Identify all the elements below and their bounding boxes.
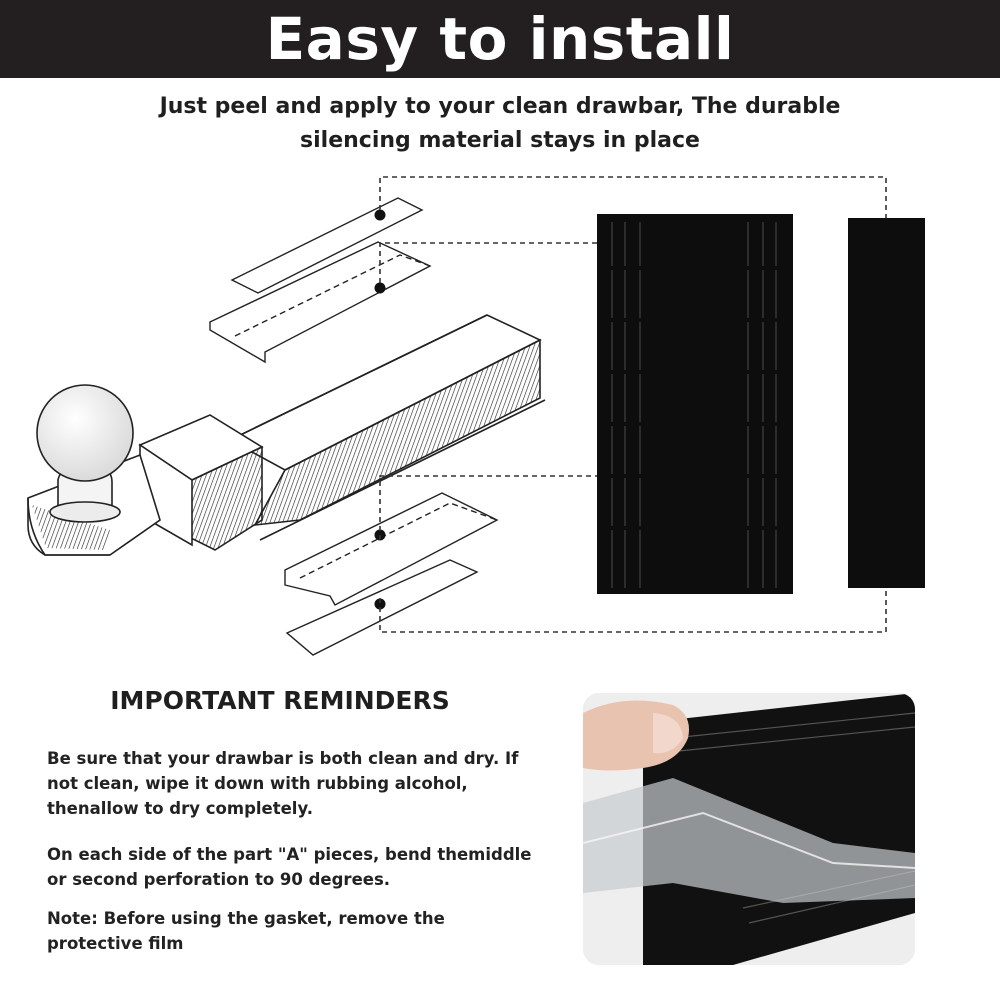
peeling-film-photo [583,693,915,965]
top-gasket-parts [210,198,430,362]
reminder-1-line-3: thenallow to dry completely. [47,799,313,818]
intro-text [100,90,900,158]
gasket-strip-photo [848,218,925,588]
reminders-heading: IMPORTANT REMINDERS [110,686,450,715]
reminder-1-line-1: Be sure that your drawbar is both clean and dry. If [47,749,519,768]
reminder-1-line-2: not clean, wipe it down with rubbing alcohol, [47,774,468,793]
page-title: Easy to install [265,5,735,73]
reminder-3 [47,906,547,956]
bottom-gasket-parts [285,493,497,655]
intro-line-1: Just peel and apply to your clean drawbar, The durable [159,94,841,119]
reminder-3-line-2: protective film [47,934,184,953]
gasket-pad-photo [597,214,793,594]
installation-diagram [0,160,1000,660]
reminder-1 [47,746,547,821]
reminder-2-line-1: On each side of the part "A" pieces, bend themiddle [47,845,532,864]
intro-line-2: silencing material stays in place [300,128,700,153]
reminder-3-line-1: Note: Before using the gasket, remove the [47,909,445,928]
title-banner [0,0,1000,78]
reminder-2-line-2: or second perforation to 90 degrees. [47,870,391,889]
reminder-2 [47,842,547,892]
